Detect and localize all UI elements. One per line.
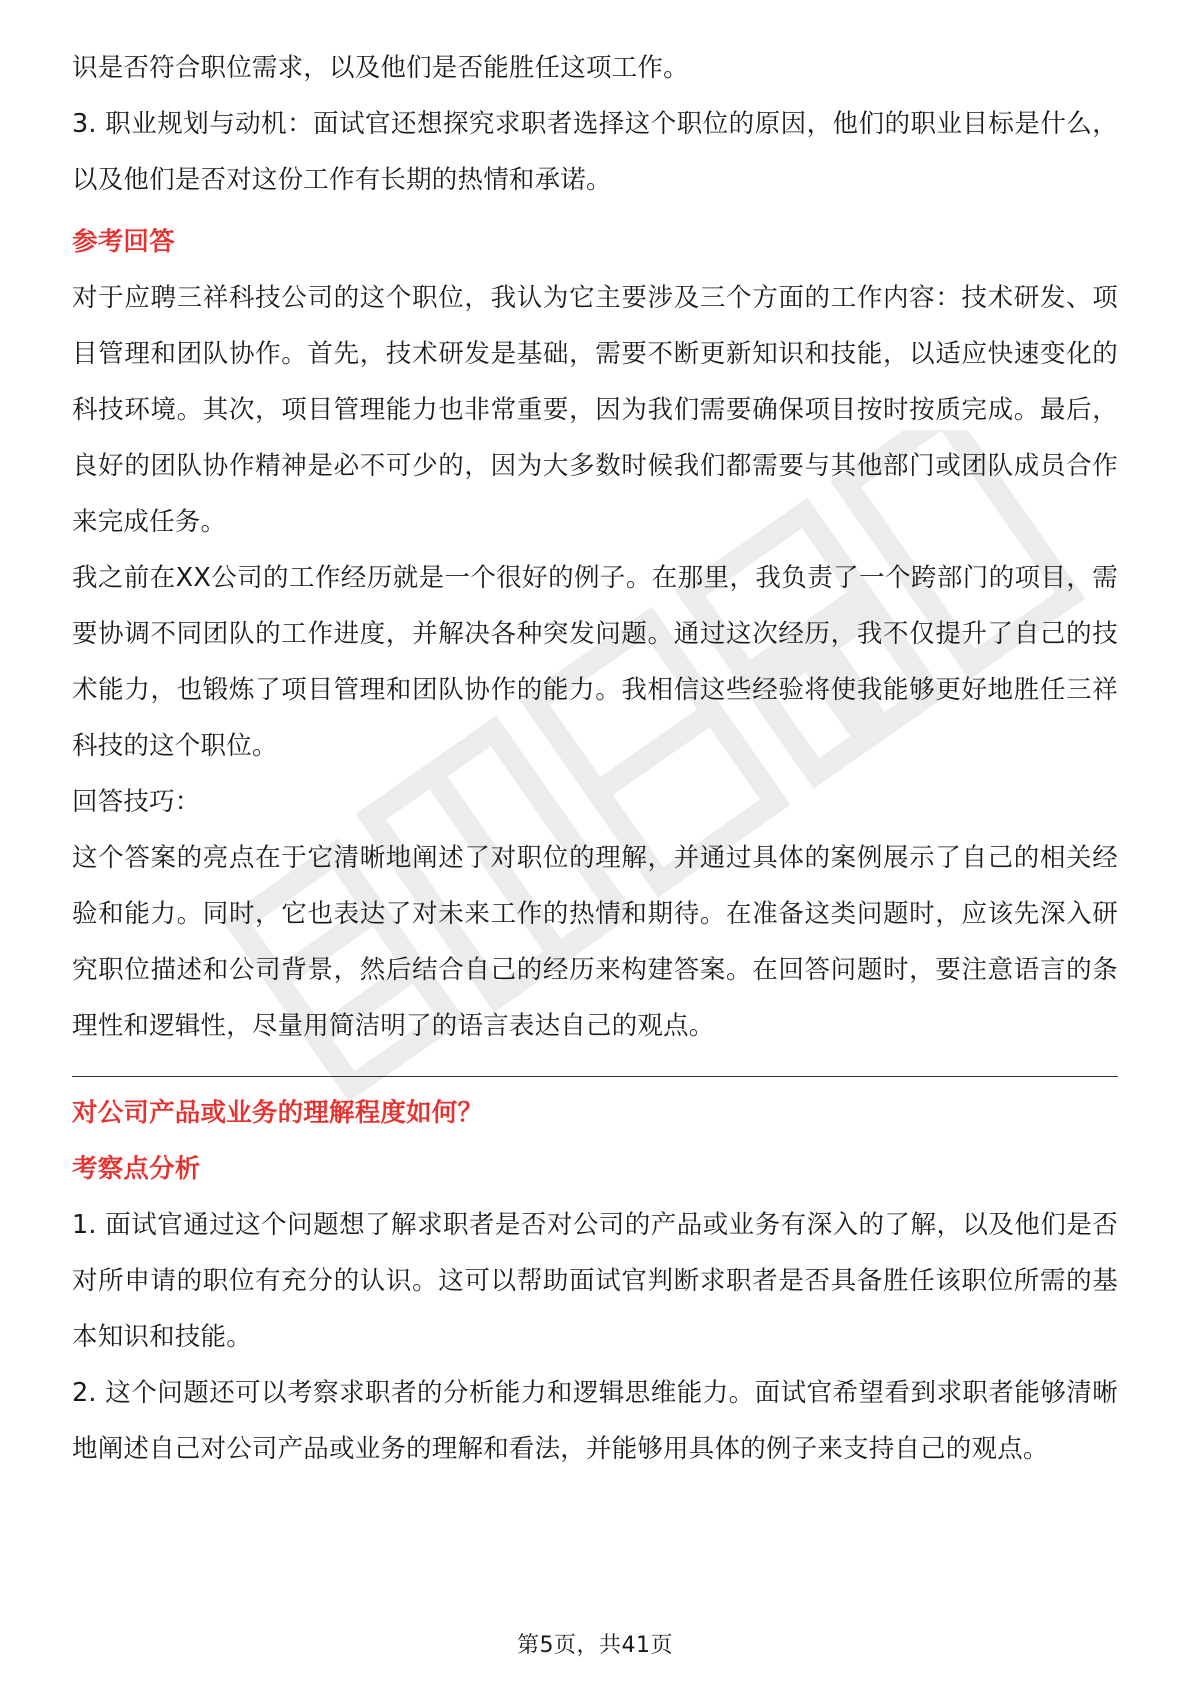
section-divider	[72, 1076, 1118, 1077]
analysis-item-2: 2. 这个问题还可以考察求职者的分析能力和逻辑思维能力。面试官希望看到求职者能够清晰地阐述自己对公司产品或业务的理解和看法，并能够用具体的例子来支持自己的观点。	[72, 1378, 1118, 1464]
question-title: 对公司产品或业务的理解程度如何？	[72, 1098, 484, 1128]
tips-paragraph: 这个答案的亮点在于它清晰地阐述了对职位的理解，并通过具体的案例展示了自己的相关经验和能力。同时，它也表达了对未来工作的热情和期待。在准备这类问题时，应该先深入研究职位描述和公司背景，然后结合自己的经历来构建答案。在回答问题时，要注意语言的条理性和逻辑性，尽量用简洁明了的语言表达自己的观点。	[72, 843, 1118, 1041]
reference-answer-heading: 参考回答	[72, 227, 175, 257]
intro-line-1: 识是否符合职位需求，以及他们是否能胜任这项工作。	[72, 53, 689, 83]
tips-label: 回答技巧：	[72, 787, 201, 817]
document-page	[72, 40, 1118, 1477]
analysis-item-1: 1. 面试官通过这个问题想了解求职者是否对公司的产品或业务有深入的了解，以及他们是否对所申请的职位有充分的认识。这可以帮助面试官判断求职者是否具备胜任该职位所需的基本知识和技能。	[72, 1210, 1118, 1352]
intro-line-2: 3. 职业规划与动机：面试官还想探究求职者选择这个职位的原因，他们的职业目标是什么，以及他们是否对这份工作有长期的热情和承诺。	[72, 109, 1118, 195]
reference-paragraph-2: 我之前在XX公司的工作经历就是一个很好的例子。在那里，我负责了一个跨部门的项目，需要协调不同团队的工作进度，并解决各种突发问题。通过这次经历，我不仅提升了自己的技术能力，也锻炼了项目管理和团队协作的能力。我相信这些经验将使我能够更好地胜任三祥科技的这个职位。	[72, 563, 1118, 761]
page-number: 第5页，共41页	[517, 1633, 673, 1658]
reference-paragraph-1: 对于应聘三祥科技公司的这个职位，我认为它主要涉及三个方面的工作内容：技术研发、项目管理和团队协作。首先，技术研发是基础，需要不断更新知识和技能，以适应快速变化的科技环境。其次，项目管理能力也非常重要，因为我们需要确保项目按时按质完成。最后，良好的团队协作精神是必不可少的，因为大多数时候我们都需要与其他部门或团队成员合作来完成任务。	[72, 283, 1118, 537]
analysis-heading: 考察点分析	[72, 1154, 201, 1184]
